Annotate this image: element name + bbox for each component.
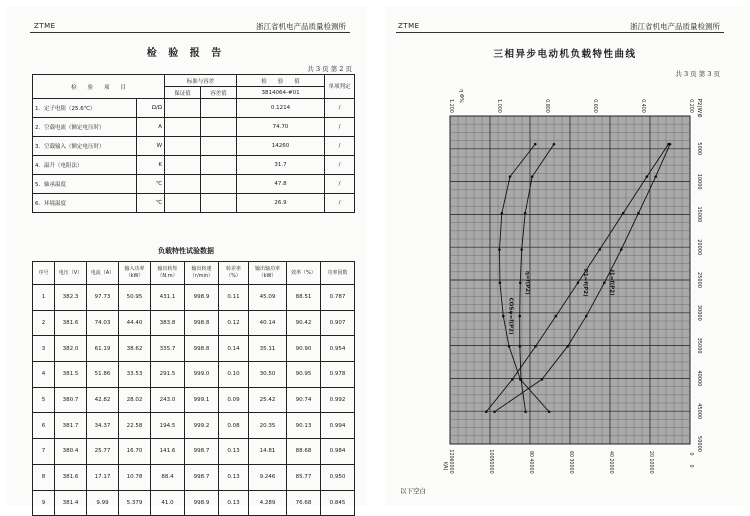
y-tick-label: 60000 bbox=[448, 458, 453, 474]
column-header: 输入功率（kW） bbox=[119, 262, 151, 285]
row-unit: Ω/Ω bbox=[137, 99, 165, 118]
table-cell: 381.7 bbox=[55, 413, 87, 439]
row-value: 0.1214 bbox=[237, 99, 325, 118]
table-cell: 7 bbox=[33, 439, 55, 465]
table-cell: 90.95 bbox=[287, 362, 321, 388]
row-unit: ℃ bbox=[137, 175, 165, 194]
column-header: 输出转速（r/min） bbox=[185, 262, 219, 285]
table-cell: 38.62 bbox=[119, 336, 151, 362]
data-point bbox=[508, 345, 511, 348]
y-tick-label: 60 bbox=[568, 450, 573, 458]
header-guarantee: 保证值 bbox=[165, 87, 201, 99]
data-point bbox=[534, 345, 537, 348]
table-cell: 998.9 bbox=[185, 285, 219, 311]
header-sample-id: 3814064-#01 bbox=[237, 87, 325, 99]
data-point bbox=[646, 175, 649, 178]
table-cell: 0.907 bbox=[321, 310, 355, 336]
table-cell: 5 bbox=[33, 387, 55, 413]
table-cell: 76.68 bbox=[287, 490, 321, 516]
table-cell: 90.42 bbox=[287, 310, 321, 336]
column-header: 输出轴功率（kW） bbox=[249, 262, 287, 285]
data-point bbox=[519, 281, 522, 284]
data-point bbox=[637, 212, 640, 215]
row-item-label: 2．空载电流（额定电压时） bbox=[33, 118, 137, 137]
table-cell: 0.992 bbox=[321, 387, 355, 413]
data-point bbox=[585, 315, 588, 318]
table-cell: 0.13 bbox=[219, 464, 249, 490]
table-cell: 381.5 bbox=[55, 362, 87, 388]
row-tolerance bbox=[201, 99, 237, 118]
table-cell: 0.950 bbox=[321, 464, 355, 490]
table-row bbox=[33, 439, 355, 465]
table-cell: 44.40 bbox=[119, 310, 151, 336]
column-header: 电流（A） bbox=[87, 262, 119, 285]
row-tolerance bbox=[201, 156, 237, 175]
column-header: 序号 bbox=[33, 262, 55, 285]
data-point bbox=[499, 281, 502, 284]
y-tick-label: 120 bbox=[448, 449, 453, 459]
row-tolerance bbox=[201, 137, 237, 156]
y-tick-label: 0 bbox=[688, 464, 693, 468]
row-value: 26.9 bbox=[237, 194, 325, 213]
inspection-table bbox=[32, 74, 355, 213]
table-cell: 17.17 bbox=[87, 464, 119, 490]
y-tick-label: 0.600 bbox=[592, 99, 597, 113]
data-point bbox=[555, 315, 558, 318]
x-tick-label: 40000 bbox=[696, 370, 702, 387]
table-cell: 22.58 bbox=[119, 413, 151, 439]
y-tick-label: 20 bbox=[648, 450, 653, 458]
row-item-label: 6．环境温度 bbox=[33, 194, 137, 213]
x-tick-label: 10000 bbox=[696, 173, 702, 190]
page-number: 共 3 页 第 3 页 bbox=[675, 70, 720, 78]
table-cell: 88.4 bbox=[151, 464, 185, 490]
header-item: 检 验 项 目 bbox=[33, 75, 165, 99]
column-header: 转差率（%） bbox=[219, 262, 249, 285]
table-row bbox=[33, 490, 355, 516]
table-cell: 90.13 bbox=[287, 413, 321, 439]
series-label: P1=f(P2) bbox=[581, 268, 588, 297]
row-guarantee bbox=[165, 137, 201, 156]
row-verdict: / bbox=[325, 118, 355, 137]
table-cell: 25.77 bbox=[87, 439, 119, 465]
data-point bbox=[501, 212, 504, 215]
table-cell: 999.2 bbox=[185, 413, 219, 439]
table-cell: 335.7 bbox=[151, 336, 185, 362]
table-cell: 90.74 bbox=[287, 387, 321, 413]
table-row bbox=[33, 175, 355, 194]
table-cell: 45.09 bbox=[249, 285, 287, 311]
data-point bbox=[566, 345, 569, 348]
header-standard: 标准与容差 bbox=[165, 75, 237, 87]
data-point bbox=[502, 315, 505, 318]
data-point bbox=[654, 175, 657, 178]
brand-mark: ZTME bbox=[34, 22, 56, 30]
x-tick-label: 20000 bbox=[696, 239, 702, 256]
row-item-label: 4．温升（电阻法） bbox=[33, 156, 137, 175]
table-cell: 0.09 bbox=[219, 387, 249, 413]
table-cell: 0.11 bbox=[219, 285, 249, 311]
table-cell: 194.5 bbox=[151, 413, 185, 439]
table-header-row bbox=[33, 75, 355, 87]
table-cell: 1 bbox=[33, 285, 55, 311]
table-cell: 0.14 bbox=[219, 336, 249, 362]
y-tick-label: 0.800 bbox=[544, 99, 549, 113]
table-cell: 0.13 bbox=[219, 490, 249, 516]
y-tick-label: 1.200 bbox=[448, 99, 453, 113]
y-tick-label: 0.400 bbox=[640, 99, 645, 113]
report-page-left bbox=[6, 6, 366, 506]
column-header: 输出转矩（N.m） bbox=[151, 262, 185, 285]
column-header: 电压（V） bbox=[55, 262, 87, 285]
row-item-label: 3．空载输入（额定电压时） bbox=[33, 137, 137, 156]
table-cell: 998.7 bbox=[185, 439, 219, 465]
table-row bbox=[33, 99, 355, 118]
table-cell: 0.954 bbox=[321, 336, 355, 362]
table-cell: 381.4 bbox=[55, 490, 87, 516]
table-row bbox=[33, 413, 355, 439]
data-point bbox=[524, 410, 527, 413]
row-value: 47.8 bbox=[237, 175, 325, 194]
column-header: 功率因数 bbox=[321, 262, 355, 285]
header-result: 检 验 值 bbox=[237, 75, 325, 87]
table-cell: 88.51 bbox=[287, 285, 321, 311]
row-verdict: / bbox=[325, 194, 355, 213]
table-cell: 34.37 bbox=[87, 413, 119, 439]
page-number: 共 3 页 第 2 页 bbox=[307, 65, 352, 73]
y-tick-label: 0.200 bbox=[688, 99, 693, 113]
table-cell: 0.984 bbox=[321, 439, 355, 465]
data-point bbox=[520, 248, 523, 251]
table-cell: 30.50 bbox=[249, 362, 287, 388]
header-verdict: 单项判定 bbox=[325, 75, 355, 99]
data-point bbox=[577, 281, 580, 284]
data-point bbox=[531, 175, 534, 178]
x-axis-label: P2(W) bbox=[696, 98, 702, 116]
table-cell: 9.246 bbox=[249, 464, 287, 490]
row-unit: K bbox=[137, 156, 165, 175]
table-cell: 431.1 bbox=[151, 285, 185, 311]
y-tick-label: 50000 bbox=[488, 458, 493, 474]
table-cell: 0.994 bbox=[321, 413, 355, 439]
x-tick-label: 0 bbox=[696, 114, 702, 118]
x-tick-label: 15000 bbox=[696, 206, 702, 223]
table-cell: 33.53 bbox=[119, 362, 151, 388]
table-cell: 41.0 bbox=[151, 490, 185, 516]
data-point bbox=[509, 175, 512, 178]
row-unit: W bbox=[137, 137, 165, 156]
data-point bbox=[519, 345, 522, 348]
row-item-label: 5．轴承温度 bbox=[33, 175, 137, 194]
x-tick-label: 5000 bbox=[696, 142, 702, 156]
table-cell: 2 bbox=[33, 310, 55, 336]
y-tick-label: 1.000 bbox=[496, 99, 501, 113]
data-point bbox=[669, 143, 672, 146]
table-row bbox=[33, 310, 355, 336]
x-tick-label: 30000 bbox=[696, 304, 702, 321]
table-cell: 0.08 bbox=[219, 413, 249, 439]
y-tick-label: 0 bbox=[688, 452, 693, 456]
table-cell: 5.379 bbox=[119, 490, 151, 516]
table-cell: 9.99 bbox=[87, 490, 119, 516]
y-tick-label: 100 bbox=[488, 449, 493, 459]
table-cell: 0.978 bbox=[321, 362, 355, 388]
x-tick-label: 25000 bbox=[696, 272, 702, 288]
data-point bbox=[598, 248, 601, 251]
table-cell: 10.78 bbox=[119, 464, 151, 490]
load-section-title: 负载特性试验数据 bbox=[158, 246, 214, 255]
table-cell: 141.6 bbox=[151, 439, 185, 465]
table-cell: 4.289 bbox=[249, 490, 287, 516]
table-cell: 0.12 bbox=[219, 310, 249, 336]
row-unit: A bbox=[137, 118, 165, 137]
data-point bbox=[511, 378, 514, 381]
row-tolerance bbox=[201, 118, 237, 137]
row-tolerance bbox=[201, 194, 237, 213]
table-cell: 381.6 bbox=[55, 464, 87, 490]
row-guarantee bbox=[165, 156, 201, 175]
table-cell: 243.0 bbox=[151, 387, 185, 413]
table-row bbox=[33, 464, 355, 490]
row-guarantee bbox=[165, 194, 201, 213]
y-tick-label: 40000 bbox=[528, 458, 533, 474]
table-row bbox=[33, 387, 355, 413]
table-cell: 97.73 bbox=[87, 285, 119, 311]
y-axis-label-efficiency: η Φ% bbox=[458, 89, 464, 103]
x-tick-label: 50000 bbox=[696, 436, 702, 452]
row-value: 31.7 bbox=[237, 156, 325, 175]
table-cell: 16.70 bbox=[119, 439, 151, 465]
table-cell: 291.5 bbox=[151, 362, 185, 388]
table-cell: 85.77 bbox=[287, 464, 321, 490]
table-cell: 380.7 bbox=[55, 387, 87, 413]
y-axis-label-current: I(A) bbox=[442, 461, 448, 471]
organization-name: 浙江省机电产品质量检测所 bbox=[256, 22, 346, 31]
data-point bbox=[541, 378, 544, 381]
table-cell: 9 bbox=[33, 490, 55, 516]
data-point bbox=[603, 281, 606, 284]
row-guarantee bbox=[165, 118, 201, 137]
table-cell: 998.8 bbox=[185, 310, 219, 336]
table-cell: 42.82 bbox=[87, 387, 119, 413]
data-point bbox=[622, 212, 625, 215]
table-cell: 0.787 bbox=[321, 285, 355, 311]
table-cell: 382.0 bbox=[55, 336, 87, 362]
data-point bbox=[518, 315, 521, 318]
table-cell: 74.03 bbox=[87, 310, 119, 336]
series-label: I1=f(P2) bbox=[608, 269, 615, 296]
row-guarantee bbox=[165, 99, 201, 118]
data-point bbox=[498, 248, 501, 251]
table-row bbox=[33, 285, 355, 311]
row-verdict: / bbox=[325, 137, 355, 156]
table-cell: 25.42 bbox=[249, 387, 287, 413]
table-cell: 8 bbox=[33, 464, 55, 490]
table-cell: 383.8 bbox=[151, 310, 185, 336]
row-verdict: / bbox=[325, 99, 355, 118]
table-cell: 0.845 bbox=[321, 490, 355, 516]
table-cell: 14.81 bbox=[249, 439, 287, 465]
table-cell: 381.6 bbox=[55, 310, 87, 336]
table-cell: 999.0 bbox=[185, 362, 219, 388]
report-title: 检 验 报 告 bbox=[146, 48, 226, 59]
data-point bbox=[524, 212, 527, 215]
header-tolerance: 容差值 bbox=[201, 87, 237, 99]
header-rule bbox=[30, 32, 350, 33]
data-point bbox=[534, 143, 537, 146]
table-cell: 61.19 bbox=[87, 336, 119, 362]
table-row bbox=[33, 118, 355, 137]
row-verdict: / bbox=[325, 156, 355, 175]
table-cell: 90.90 bbox=[287, 336, 321, 362]
table-cell: 998.7 bbox=[185, 464, 219, 490]
table-header-row bbox=[33, 262, 355, 285]
row-item-label: 1．定子电阻（25.6℃） bbox=[33, 99, 137, 118]
table-row bbox=[33, 194, 355, 213]
table-cell: 382.3 bbox=[55, 285, 87, 311]
table-cell: 0.13 bbox=[219, 439, 249, 465]
y-tick-label: 20000 bbox=[608, 458, 613, 474]
column-header: 效率（%） bbox=[287, 262, 321, 285]
table-row bbox=[33, 137, 355, 156]
table-row bbox=[33, 336, 355, 362]
table-cell: 88.68 bbox=[287, 439, 321, 465]
table-cell: 380.4 bbox=[55, 439, 87, 465]
load-characteristic-chart bbox=[386, 6, 744, 506]
table-cell: 35.11 bbox=[249, 336, 287, 362]
report-page-right bbox=[386, 6, 744, 506]
footer-note: 以下空白 bbox=[400, 487, 426, 495]
x-tick-label: 45000 bbox=[696, 403, 702, 420]
series-label: COSφ=f(P2) bbox=[507, 297, 514, 335]
table-cell: 20.35 bbox=[249, 413, 287, 439]
table-cell: 28.02 bbox=[119, 387, 151, 413]
table-cell: 50.95 bbox=[119, 285, 151, 311]
series-label: η=f(P2) bbox=[524, 270, 531, 295]
data-point bbox=[548, 410, 551, 413]
y-tick-label: 30000 bbox=[568, 458, 573, 474]
organization-name: 浙江省机电产品质量检测所 bbox=[630, 22, 720, 31]
load-data-table bbox=[32, 261, 355, 516]
y-tick-label: 80 bbox=[528, 450, 533, 458]
row-tolerance bbox=[201, 175, 237, 194]
data-point bbox=[485, 410, 488, 413]
table-cell: 998.9 bbox=[185, 490, 219, 516]
table-cell: 998.8 bbox=[185, 336, 219, 362]
data-point bbox=[620, 248, 623, 251]
table-cell: 0.10 bbox=[219, 362, 249, 388]
row-value: 14260 bbox=[237, 137, 325, 156]
table-cell: 6 bbox=[33, 413, 55, 439]
data-point bbox=[493, 410, 496, 413]
table-cell: 3 bbox=[33, 336, 55, 362]
chart-title: 三相异步电动机负载特性曲线 bbox=[493, 49, 637, 60]
table-cell: 40.14 bbox=[249, 310, 287, 336]
table-cell: 999.1 bbox=[185, 387, 219, 413]
y-tick-label: 10000 bbox=[648, 458, 653, 474]
row-value: 74.70 bbox=[237, 118, 325, 137]
table-row bbox=[33, 156, 355, 175]
data-point bbox=[553, 143, 556, 146]
y-tick-label: 40 bbox=[608, 450, 613, 458]
data-point bbox=[520, 378, 523, 381]
table-cell: 4 bbox=[33, 362, 55, 388]
table-cell: 51.86 bbox=[87, 362, 119, 388]
row-guarantee bbox=[165, 175, 201, 194]
row-verdict: / bbox=[325, 175, 355, 194]
brand-mark: ZTME bbox=[398, 22, 420, 30]
table-row bbox=[33, 362, 355, 388]
row-unit: ℃ bbox=[137, 194, 165, 213]
x-tick-label: 35000 bbox=[696, 337, 702, 354]
